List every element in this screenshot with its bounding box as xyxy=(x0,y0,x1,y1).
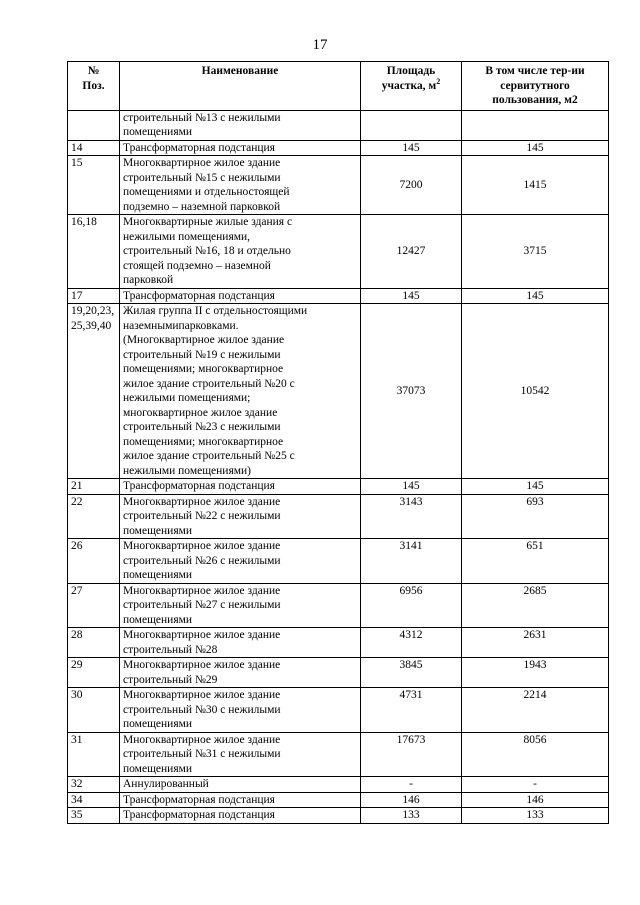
cell-servitude: 1415 xyxy=(462,156,609,215)
cell-area: 145 xyxy=(361,140,462,156)
cell-name-line: строительный №23 с нежилыми xyxy=(123,421,281,433)
cell-position: 34 xyxy=(68,792,120,808)
cell-name-line: помещениями xyxy=(123,718,193,730)
cell-name xyxy=(120,110,361,140)
cell-name-line: строительный №22 с нежилыми xyxy=(123,510,281,522)
cell-position: 31 xyxy=(68,732,120,777)
cell-area: 145 xyxy=(361,479,462,495)
cell-position: 14 xyxy=(68,140,120,156)
land-plots-table xyxy=(67,61,609,824)
table-row xyxy=(68,777,609,793)
cell-position: 16,18 xyxy=(68,215,120,289)
table-row xyxy=(68,539,609,584)
table-row xyxy=(68,215,609,289)
cell-servitude: 145 xyxy=(462,479,609,495)
header-position xyxy=(68,62,120,111)
table-row xyxy=(68,732,609,777)
cell-name xyxy=(120,288,361,304)
cell-name-line: жилое здание строительный №25 с xyxy=(123,450,295,462)
cell-servitude: 651 xyxy=(462,539,609,584)
table-row xyxy=(68,304,609,479)
cell-name xyxy=(120,494,361,539)
cell-name-line: строительный №19 с нежилыми xyxy=(123,348,281,361)
header-position-line2: Поз. xyxy=(82,79,105,92)
cell-servitude: 146 xyxy=(462,792,609,808)
cell-area: 145 xyxy=(361,288,462,304)
cell-name-line: Многоквартирное жилое здание xyxy=(123,495,281,508)
cell-name-line: Трансформаторная подстанция xyxy=(123,809,275,821)
cell-servitude: 2214 xyxy=(462,688,609,733)
cell-name-line: Многоквартирные жилые здания с xyxy=(123,216,293,228)
cell-name xyxy=(120,732,361,777)
cell-position: 26 xyxy=(68,539,120,584)
table-row xyxy=(68,494,609,539)
cell-name xyxy=(120,688,361,733)
cell-name-line: стоящей подземно – наземной xyxy=(123,259,271,272)
cell-name-line: помещениями xyxy=(123,613,193,626)
cell-area: 4312 xyxy=(361,628,462,658)
table-row xyxy=(68,628,609,658)
cell-name xyxy=(120,479,361,495)
cell-name-line: парковкой xyxy=(123,274,174,286)
cell-name xyxy=(120,777,361,793)
cell-name-line: строительный №30 с нежилыми xyxy=(123,703,281,716)
cell-servitude: - xyxy=(462,777,609,793)
cell-area: 17673 xyxy=(361,732,462,777)
table-row xyxy=(68,792,609,808)
cell-name-line: строительный №27 с нежилыми xyxy=(123,599,281,611)
cell-name-line: строительный №13 с нежилыми xyxy=(123,111,281,124)
cell-area: 6956 xyxy=(361,583,462,628)
cell-servitude: 3715 xyxy=(462,215,609,289)
cell-name-line: помещениями; многоквартирное xyxy=(123,363,284,375)
cell-name-line: помещениями xyxy=(123,762,193,775)
cell-position: 35 xyxy=(68,808,120,824)
cell-name-line: Аннулированный xyxy=(123,778,209,790)
cell-position: 17 xyxy=(68,288,120,304)
table-row xyxy=(68,658,609,688)
cell-position: 32 xyxy=(68,777,120,793)
header-servitude-line2: сервитутного xyxy=(500,79,570,92)
cell-name-line: жилое здание строительный №20 с xyxy=(123,377,295,390)
cell-name-line: Многоквартирное жилое здание xyxy=(123,733,281,746)
table-row xyxy=(68,110,609,140)
cell-servitude: 1943 xyxy=(462,658,609,688)
cell-name-line: помещениями xyxy=(123,569,193,581)
cell-servitude: 10542 xyxy=(462,304,609,479)
cell-area: 3141 xyxy=(361,539,462,584)
table-row xyxy=(68,140,609,156)
header-servitude xyxy=(462,62,609,111)
cell-servitude xyxy=(462,110,609,140)
header-area-sup: 2 xyxy=(436,76,441,86)
cell-position: 29 xyxy=(68,658,120,688)
cell-servitude: 2685 xyxy=(462,583,609,628)
cell-position xyxy=(68,110,120,140)
cell-name-line: помещениями xyxy=(123,126,193,138)
table-row xyxy=(68,583,609,628)
cell-name xyxy=(120,583,361,628)
cell-name-line: строительный №31 с нежилыми xyxy=(123,748,281,760)
cell-position: 30 xyxy=(68,688,120,733)
cell-servitude: 8056 xyxy=(462,732,609,777)
cell-servitude: 2631 xyxy=(462,628,609,658)
cell-name xyxy=(120,792,361,808)
table-row xyxy=(68,479,609,495)
header-area-line1: Площадь xyxy=(386,65,436,77)
cell-name xyxy=(120,304,361,479)
cell-name-line: строительный №16, 18 и отдельно xyxy=(123,245,291,257)
cell-name xyxy=(120,156,361,215)
cell-name-line: Многоквартирное жилое здание xyxy=(123,629,281,641)
cell-name-line: Многоквартирное жилое здание xyxy=(123,689,281,701)
cell-name xyxy=(120,140,361,156)
cell-area xyxy=(361,110,462,140)
cell-name-line: многоквартирное жилое здание xyxy=(123,406,278,419)
table-row xyxy=(68,156,609,215)
cell-name-line: Многоквартирное жилое здание xyxy=(123,157,281,169)
table-row xyxy=(68,808,609,824)
cell-name-line: наземнымипарковками. xyxy=(123,319,239,332)
header-servitude-line1: В том числе тер-ии xyxy=(485,65,585,77)
header-name xyxy=(120,62,361,111)
cell-name-line: строительный №28 xyxy=(123,643,218,656)
cell-name-line: строительный №29 xyxy=(123,673,218,686)
page-number: 17 xyxy=(312,37,328,53)
header-name-text: Наименование xyxy=(201,65,279,77)
cell-servitude: 133 xyxy=(462,808,609,824)
cell-name xyxy=(120,215,361,289)
cell-name-line: строительный №15 с нежилыми xyxy=(123,171,281,184)
cell-name-line: Трансформаторная подстанция xyxy=(123,793,275,806)
cell-name-line: строительный №26 с нежилыми xyxy=(123,554,281,567)
cell-name-line: нежилыми помещениями, xyxy=(123,230,251,243)
cell-name-line: Многоквартирное жилое здание xyxy=(123,659,281,671)
cell-name-line: помещениями; многоквартирное xyxy=(123,435,284,448)
table-row xyxy=(68,288,609,304)
cell-area: 37073 xyxy=(361,304,462,479)
header-servitude-line3: пользования, м2 xyxy=(492,94,578,106)
cell-name-line: Трансформаторная подстанция xyxy=(123,480,275,492)
cell-name-line: Жилая группа II с отдельностоящими xyxy=(123,305,308,317)
cell-name-line: Многоквартирное жилое здание xyxy=(123,540,281,552)
cell-position: 21 xyxy=(68,479,120,495)
cell-area: 3845 xyxy=(361,658,462,688)
cell-name xyxy=(120,539,361,584)
table-row xyxy=(68,688,609,733)
cell-servitude: 145 xyxy=(462,288,609,304)
cell-name-line: Трансформаторная подстанция xyxy=(123,289,275,302)
cell-name-line: Многоквартирное жилое здание xyxy=(123,584,281,597)
cell-servitude: 145 xyxy=(462,140,609,156)
header-area-line2: участка, м xyxy=(381,79,437,92)
cell-name-line: подземно – наземной парковкой xyxy=(123,200,281,213)
cell-name xyxy=(120,808,361,824)
cell-name xyxy=(120,658,361,688)
cell-area: 4731 xyxy=(361,688,462,733)
cell-name-line: помещениями xyxy=(123,524,193,537)
cell-area: 7200 xyxy=(361,156,462,215)
cell-name xyxy=(120,628,361,658)
cell-position: 22 xyxy=(68,494,120,539)
table-header-row xyxy=(68,62,609,111)
cell-name-line: нежилыми помещениями) xyxy=(123,464,252,477)
cell-position: 28 xyxy=(68,628,120,658)
cell-name-line: помещениями и отдельностоящей xyxy=(123,186,290,198)
header-position-line1: № xyxy=(87,65,100,77)
cell-name-line: Трансформаторная подстанция xyxy=(123,141,275,154)
cell-area: 12427 xyxy=(361,215,462,289)
cell-position: 19,20,23, 25,39,40 xyxy=(68,304,120,479)
cell-position: 15 xyxy=(68,156,120,215)
cell-servitude: 693 xyxy=(462,494,609,539)
cell-area: - xyxy=(361,777,462,793)
cell-position: 27 xyxy=(68,583,120,628)
cell-area: 146 xyxy=(361,792,462,808)
cell-name-line: нежилыми помещениями; xyxy=(123,392,251,404)
table-body xyxy=(68,110,609,823)
cell-name-line: (Многоквартирное жилое здание xyxy=(123,334,285,346)
header-area xyxy=(361,62,462,111)
cell-area: 3143 xyxy=(361,494,462,539)
cell-area: 133 xyxy=(361,808,462,824)
